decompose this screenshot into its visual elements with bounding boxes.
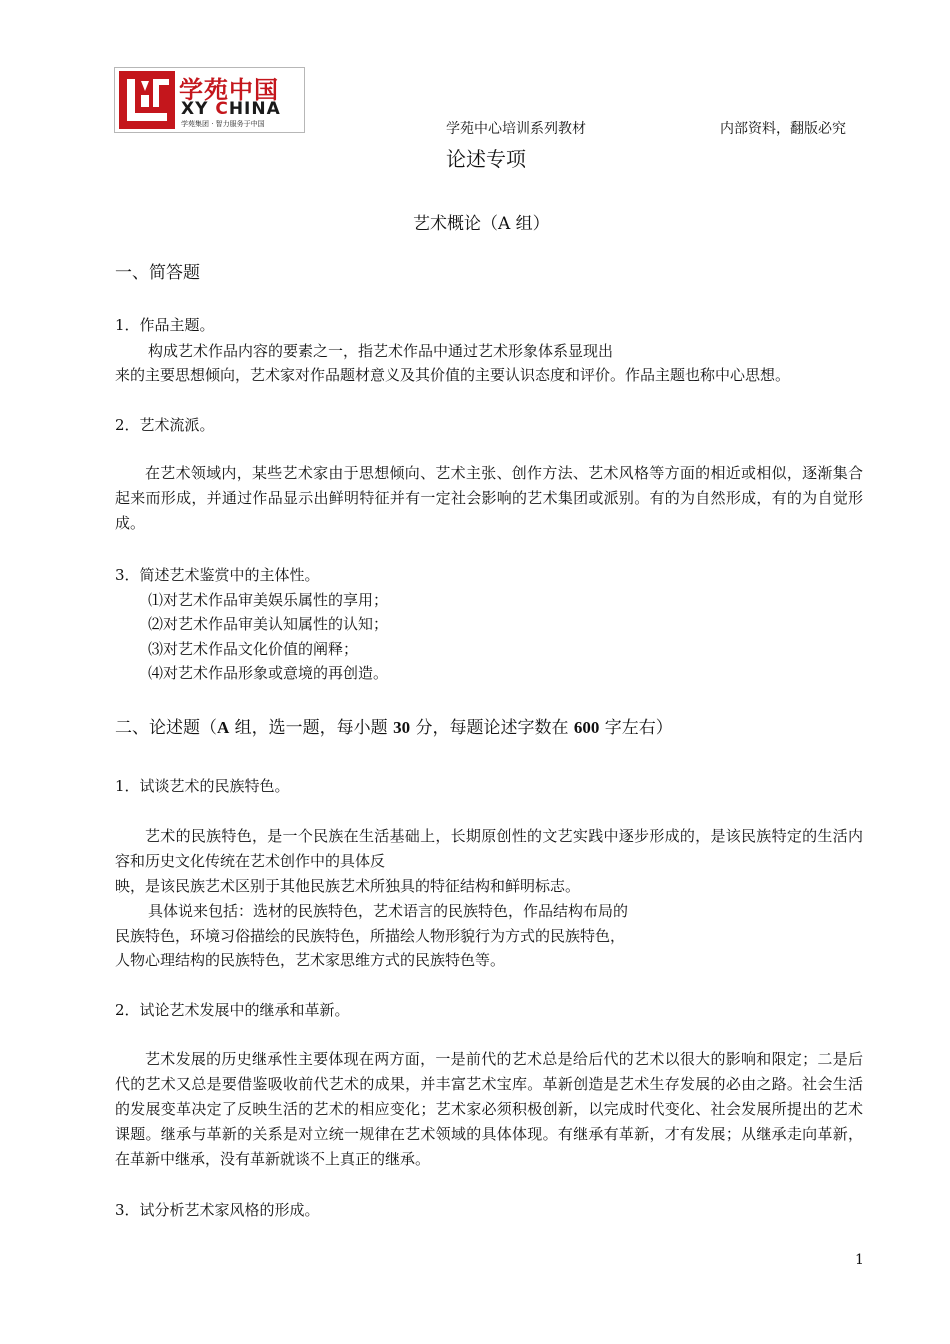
list-item: ⑴对艺术作品审美娱乐属性的享用；	[148, 591, 389, 609]
question-title: 2．试论艺术发展中的继承和革新。	[115, 1001, 350, 1019]
company-logo	[114, 67, 305, 133]
answer-line: 民族特色，环境习俗描绘的民族特色，所描绘人物形貌行为方式的民族特色，	[115, 927, 626, 945]
answer-paragraph: 艺术的民族特色，是一个民族在生活基础上，长期原创性的文艺实践中逐步形成的，是该民族特定的生活内容和历史文化传统在艺术创作中的具体反	[115, 827, 863, 870]
logo-mark-icon	[119, 71, 175, 129]
list-item: ⑷对艺术作品形象或意境的再创造。	[148, 664, 389, 682]
list-item: ⑵对艺术作品审美认知属性的认知；	[148, 615, 389, 633]
logo-english-text: XY CHINA	[181, 99, 281, 119]
header-series: 学苑中心培训系列教材	[446, 121, 586, 137]
question-title: 1．作品主题。	[115, 316, 215, 334]
logo-tagline: 学苑集团 · 智力服务于中国	[181, 120, 265, 128]
header-notice: 内部资料，翻版必究	[720, 121, 846, 137]
answer-line: 人物心理结构的民族特色，艺术家思维方式的民族特色等。	[115, 951, 506, 969]
answer-line: 来的主要思想倾向，艺术家对作品题材意义及其价值的主要认识态度和评价。作品主题也称中心思想。	[115, 366, 791, 384]
section-heading-short-answer: 一、简答题	[115, 263, 200, 283]
answer-line: 具体说来包括：选材的民族特色，艺术语言的民族特色，作品结构布局的	[148, 902, 629, 920]
question-title: 3．试分析艺术家风格的形成。	[115, 1201, 320, 1219]
answer-line: 映，是该民族艺术区别于其他民族艺术所独具的特征结构和鲜明标志。	[115, 877, 581, 895]
answer-paragraph: 在艺术领域内，某些艺术家由于思想倾向、艺术主张、创作方法、艺术风格等方面的相近或相似，逐渐集合起来而形成，并通过作品显示出鲜明特征并有一定社会影响的艺术集团或派别。有的为自然形成，有的为自觉形成。	[115, 464, 863, 532]
logo-chinese-text: 学苑中国	[179, 76, 279, 104]
page-number: 1	[855, 1252, 864, 1268]
document-title: 论述专项	[446, 147, 526, 171]
question-title: 3．简述艺术鉴赏中的主体性。	[115, 566, 320, 584]
section-heading-essay: 二、论述题（A 组，选一题，每小题 30 分，每题论述字数在 600 字左右）	[115, 718, 673, 738]
question-title: 2．艺术流派。	[115, 416, 215, 434]
question-title: 1．试谈艺术的民族特色。	[115, 777, 290, 795]
answer-line: 构成艺术作品内容的要素之一，指艺术作品中通过艺术形象体系显现出	[148, 342, 614, 360]
answer-paragraph: 艺术发展的历史继承性主要体现在两方面，一是前代的艺术总是给后代的艺术以很大的影响和限定；二是后代的艺术又总是要借鉴吸收前代艺术的成果，并丰富艺术宝库。革新创造是艺术生存发展的必由之路。社会生活的发展变革决定了反映生活的艺术的相应变化；艺术家必须积极创新，以完成时代变化、社会发展所提出的艺术课题。继承与革新的关系是对立统一规律在艺术领域的具体体现。有继承有革新，才有发展；从继承走向革新，在革新中继承，没有革新就谈不上真正的继承。	[115, 1050, 863, 1168]
list-item: ⑶对艺术作品文化价值的阐释；	[148, 640, 359, 658]
document-subtitle: 艺术概论（A 组）	[413, 214, 550, 234]
